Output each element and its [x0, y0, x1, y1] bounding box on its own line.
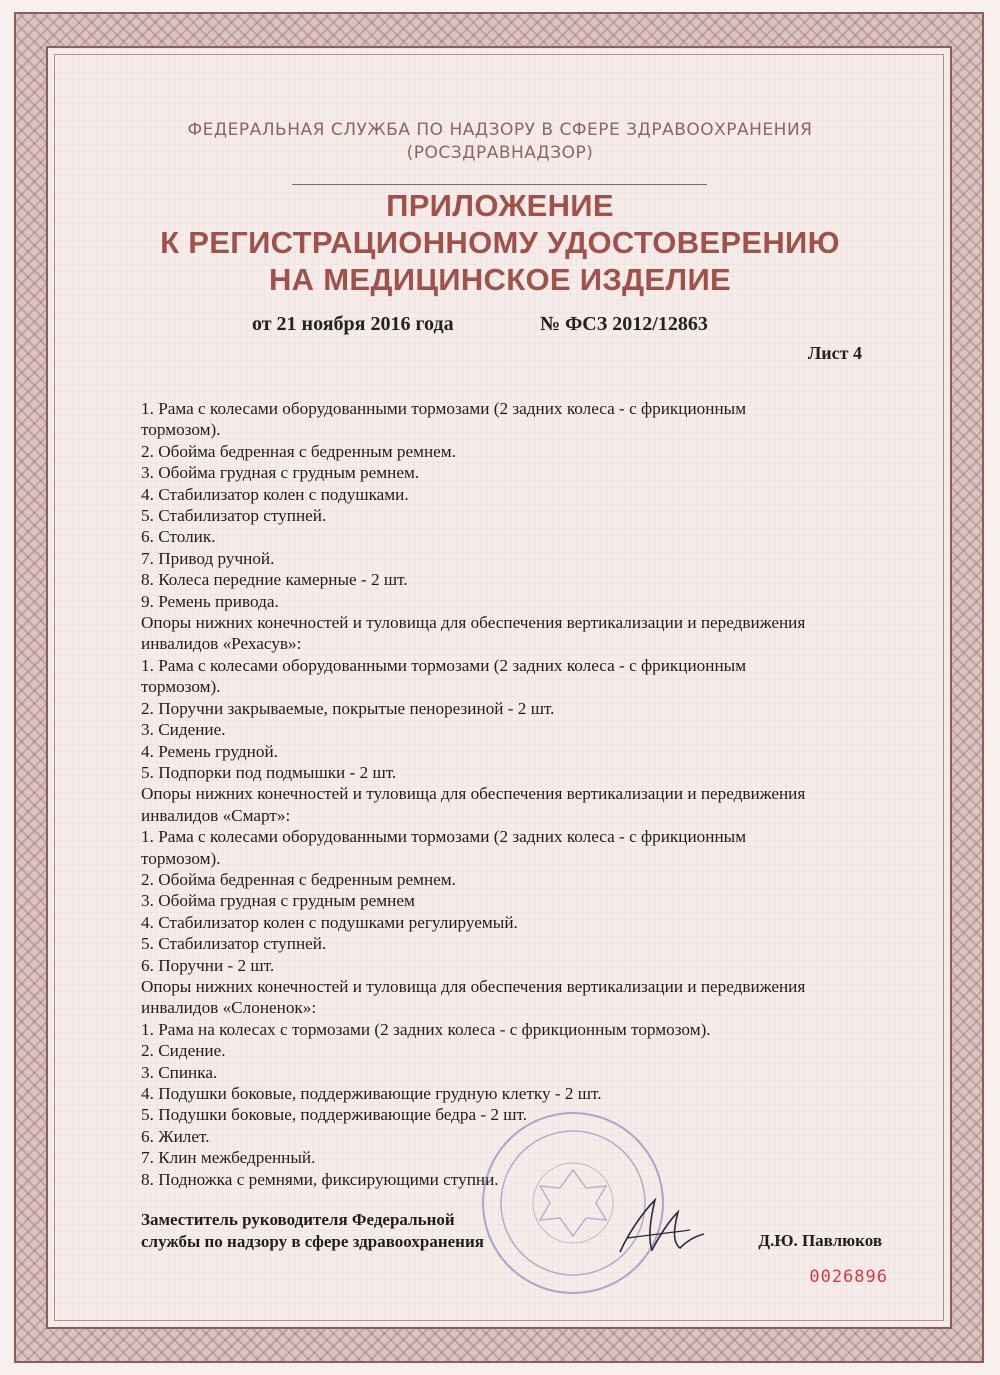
list-line: 4. Стабилизатор колен с подушками. — [141, 484, 409, 504]
list-line: 5. Стабилизатор ступней. — [141, 506, 327, 526]
signer-name: Д.Ю. Павлюков — [758, 1231, 882, 1250]
list-line: инвалидов «Смарт»: — [141, 805, 291, 825]
list-line: 1. Рама с колесами оборудованными тормозами (2 задних колеса - с фрикционным — [141, 399, 747, 418]
list-line: 1. Рама с колесами оборудованными тормозами (2 задних колеса - с фрикционным — [141, 655, 747, 675]
list-line: 7. Клин межбедренный. — [141, 1148, 316, 1168]
list-line: Опоры нижних конечностей и туловища для обеспечения вертикализации и передвижения — [141, 613, 806, 633]
list-line: инвалидов «Рехасув»: — [141, 634, 302, 654]
list-line: 2. Обойма бедренная с бедренным ремнем. — [141, 869, 456, 889]
certificate-number: № ФСЗ 2012/12863 — [540, 313, 708, 335]
list-line: 3. Сидение. — [141, 720, 226, 740]
list-line: 1. Рама на колесах с тормозами (2 задних колеса - с фрикционным тормозом). — [141, 1019, 711, 1039]
list-line: Опоры нижних конечностей и туловища для обеспечения вертикализации и передвижения — [141, 976, 806, 996]
list-line: 1. Рама с колесами оборудованными тормозами (2 задних колеса - с фрикционным — [141, 827, 747, 847]
list-line: Опоры нижних конечностей и туловища для обеспечения вертикализации и передвижения — [141, 784, 806, 804]
list-line: 8. Подножка с ремнями, фиксирующими ступни. — [141, 1169, 499, 1189]
signer-title-line2: службы по надзору в сфере здравоохранения — [141, 1232, 484, 1251]
signer-title — [141, 1209, 484, 1253]
list-line: 6. Поручни - 2 шт. — [141, 955, 275, 975]
list-line: 5. Подпорки под подмышки - 2 шт. — [141, 762, 397, 782]
handwritten-signature — [600, 1190, 710, 1270]
list-line: 4. Ремень грудной. — [141, 741, 278, 761]
list-line: тормозом). — [141, 848, 221, 868]
list-line: 5. Стабилизатор ступней. — [141, 934, 327, 954]
list-line: тормозом). — [141, 677, 221, 697]
list-line: 2. Обойма бедренная с бедренным ремнем. — [141, 441, 456, 461]
agency-abbreviation: (РОСЗДРАВНАДЗОР) — [406, 143, 594, 163]
certificate-date: от 21 ноября 2016 года — [252, 313, 454, 335]
document-subtitle-1: К РЕГИСТРАЦИОННОМУ УДОСТОВЕРЕНИЮ — [160, 225, 840, 260]
signer-title-line1: Заместитель руководителя Федеральной — [141, 1210, 455, 1229]
list-line: 2. Поручни закрываемые, покрытые пенорезиной - 2 шт. — [141, 698, 555, 718]
header-divider — [292, 184, 707, 185]
list-line: 7. Привод ручной. — [141, 548, 275, 568]
product-components-list — [141, 398, 881, 1190]
document-title: ПРИЛОЖЕНИЕ — [386, 188, 614, 223]
list-line: 6. Жилет. — [141, 1126, 210, 1146]
list-line: 8. Колеса передние камерные - 2 шт. — [141, 570, 408, 590]
list-line: 9. Ремень привода. — [141, 591, 279, 611]
list-line: 4. Стабилизатор колен с подушками регулируемый. — [141, 912, 518, 932]
agency-name: ФЕДЕРАЛЬНАЯ СЛУЖБА ПО НАДЗОРУ В СФЕРЕ ЗДРАВООХРАНЕНИЯ — [187, 120, 813, 140]
document-subtitle-2: НА МЕДИЦИНСКОЕ ИЗДЕЛИЕ — [268, 262, 732, 297]
list-line: 4. Подушки боковые, поддерживающие грудную клетку - 2 шт. — [141, 1084, 602, 1103]
list-line: инвалидов «Слоненок»: — [141, 998, 317, 1018]
list-line: 3. Спинка. — [141, 1062, 218, 1082]
list-line: 2. Сидение. — [141, 1041, 226, 1061]
form-serial-number: 0026896 — [809, 1267, 888, 1287]
list-line: 3. Обойма грудная с грудным ремнем — [141, 891, 415, 911]
list-line: тормозом). — [141, 420, 221, 440]
list-line: 6. Столик. — [141, 527, 216, 547]
sheet-number: Лист 4 — [807, 343, 862, 363]
list-line: 5. Подушки боковые, поддерживающие бедра - 2 шт. — [141, 1105, 528, 1125]
list-line: 3. Обойма грудная с грудным ремнем. — [141, 463, 420, 483]
